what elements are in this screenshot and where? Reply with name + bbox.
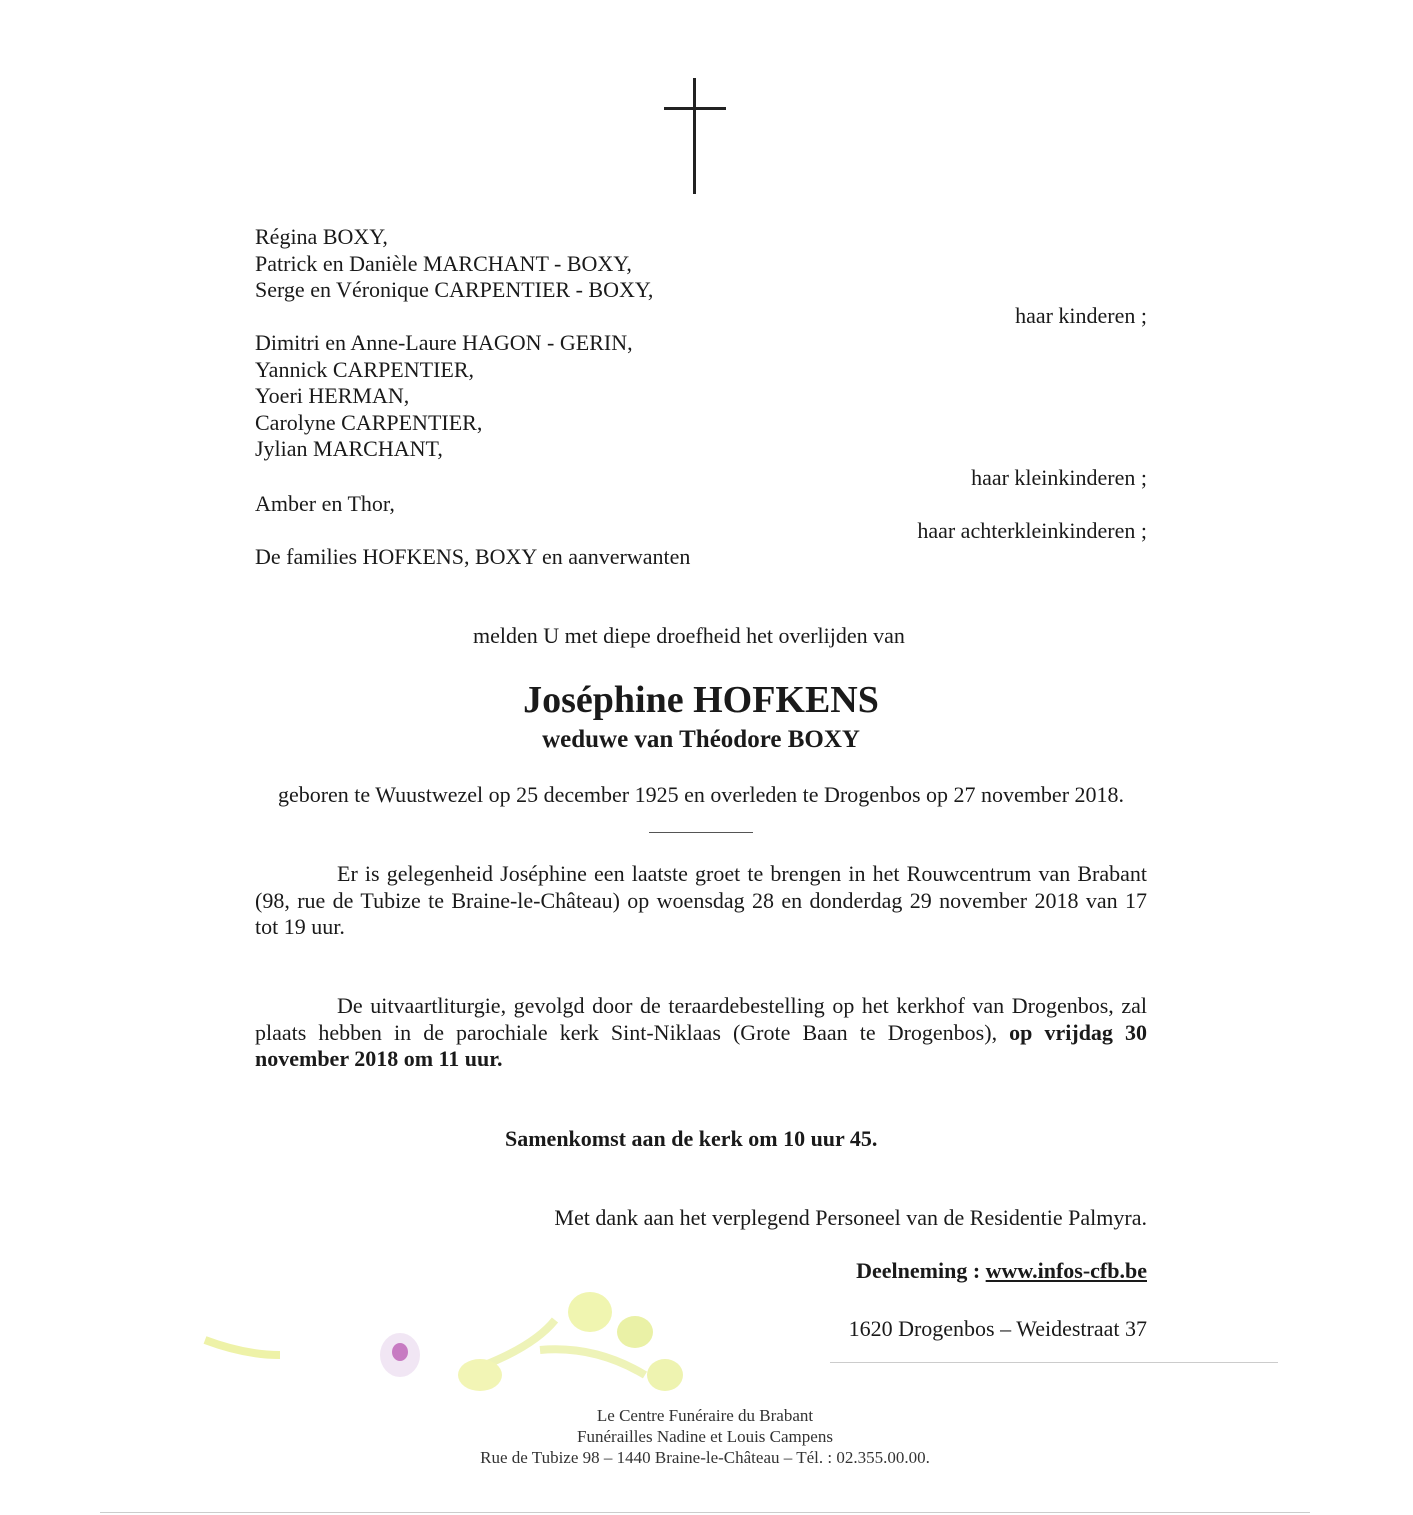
funeral-date: op vrijdag 30 november 2018 om 11 uur. xyxy=(255,1019,1148,1071)
funeral-paragraph xyxy=(255,993,1147,1073)
grandchildren-label: haar kleinkinderen ; xyxy=(971,465,1147,490)
family-name: Yoeri HERMAN, xyxy=(255,383,410,408)
family-name: Jylian MARCHANT, xyxy=(255,436,443,461)
divider xyxy=(649,832,753,833)
footer xyxy=(355,1405,1055,1468)
family-name: Régina BOXY, xyxy=(255,224,388,249)
thanks: Met dank aan het verplegend Personeel van de Residentie Palmyra. xyxy=(554,1205,1147,1230)
children-label: haar kinderen ; xyxy=(1015,303,1147,328)
families: De families HOFKENS, BOXY en aanverwanten xyxy=(255,544,691,569)
family-name: Serge en Véronique CARPENTIER - BOXY, xyxy=(255,277,654,302)
great-grandchildren-label: haar achterkleinkinderen ; xyxy=(917,518,1147,543)
footer-line: Funérailles Nadine et Louis Campens xyxy=(577,1427,833,1446)
footer-line: Rue de Tubize 98 – 1440 Braine-le-Château – Tél. : 02.355.00.00. xyxy=(480,1448,930,1467)
condolence-label: Deelneming : xyxy=(856,1258,981,1283)
family-name: Dimitri en Anne-Laure HAGON - GERIN, xyxy=(255,330,633,355)
grandchildren-list xyxy=(255,330,633,463)
announcement: melden U met diepe droefheid het overlijden van xyxy=(473,623,905,648)
deceased-name: Joséphine HOFKENS xyxy=(523,679,879,721)
great-grandchildren: Amber en Thor, xyxy=(255,491,395,516)
orchid-decoration-icon xyxy=(195,1290,695,1400)
divider xyxy=(100,1512,1310,1513)
family-name: Patrick en Danièle MARCHANT - BOXY, xyxy=(255,250,632,276)
condolence xyxy=(856,1258,1147,1285)
deceased-subtitle: weduwe van Théodore BOXY xyxy=(542,726,860,753)
family-name: Carolyne CARPENTIER, xyxy=(255,409,483,435)
family-name: Yannick CARPENTIER, xyxy=(255,356,475,382)
gathering: Samenkomst aan de kerk om 10 uur 45. xyxy=(505,1126,878,1151)
divider xyxy=(830,1362,1278,1363)
children-list xyxy=(255,224,653,304)
condolence-link[interactable]: www.infos-cfb.be xyxy=(985,1258,1147,1283)
footer-line: Le Centre Funéraire du Brabant xyxy=(596,1406,814,1425)
cross-icon xyxy=(664,78,726,194)
address: 1620 Drogenbos – Weidestraat 37 xyxy=(848,1316,1147,1341)
birth-death-dates: geboren te Wuustwezel op 25 december 1925 en overleden te Drogenbos op 27 november 2018. xyxy=(277,782,1125,807)
visitation-paragraph: Er is gelegenheid Joséphine een laatste groet te brengen in het Rouwcentrum van Brabant (98, rue de Tubize te Braine-le-Château) op woensdag 28 en donderdag 29 november 2018 van 17 tot 19 uur. xyxy=(255,861,1147,939)
funeral-text: De uitvaartliturgie, gevolgd door de teraardebestelling op het kerkhof van Drogenbos, zal plaats hebben in de parochiale kerk Sint-Niklaas (Grote Baan te Drogenbos), xyxy=(255,993,1147,1045)
